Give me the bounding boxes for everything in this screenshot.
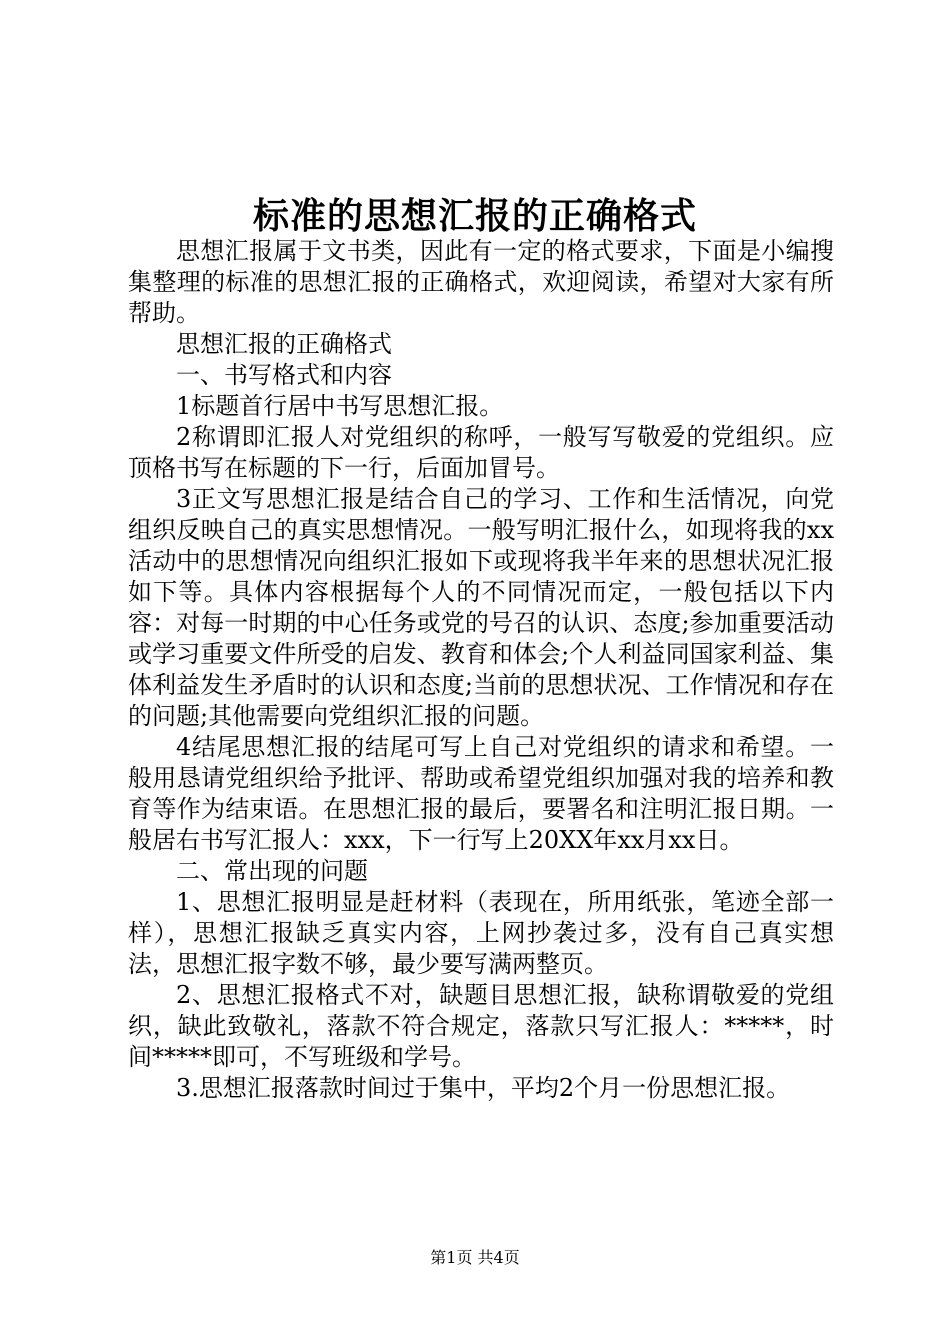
paragraph-problem-2: 2、思想汇报格式不对，缺题目思想汇报，缺称谓敬爱的党组织，缺此致敬礼，落款不符合规定，落款只写汇报人：*****，时间*****即可，不写班级和学号。 <box>128 981 834 1071</box>
paragraph-intro: 思想汇报属于文书类，因此有一定的格式要求，下面是小编搜集整理的标准的思想汇报的正确格式，欢迎阅读，希望对大家有所帮助。 <box>128 237 834 327</box>
paragraph-item-2: 2称谓即汇报人对党组织的称呼，一般写写敬爱的党组织。应顶格书写在标题的下一行，后面加冒号。 <box>128 423 834 482</box>
paragraph-item-1: 1标题首行居中书写思想汇报。 <box>176 392 504 420</box>
paragraph-problem-3: 3.思想汇报落款时间过于集中，平均2个月一份思想汇报。 <box>176 1074 791 1102</box>
paragraph-problem-1: 1、思想汇报明显是赶材料（表现在，所用纸张，笔迹全部一样），思想汇报缺乏真实内容，上网抄袭过多，没有自己真实想法，思想汇报字数不够，最少要写满两整页。 <box>128 888 834 978</box>
page-title: 标准的思想汇报的正确格式 <box>252 195 697 237</box>
paragraph-heading-format: 思想汇报的正确格式 <box>176 330 392 358</box>
page-footer: 第1页 共4页 <box>430 1248 520 1267</box>
section-heading-1: 一、书写格式和内容 <box>176 361 392 389</box>
paragraph-item-4: 4结尾思想汇报的结尾可写上自己对党组织的请求和希望。一般用恳请党组织给予批评、帮助或希望党组织加强对我的培养和教育等作为结束语。在思想汇报的最后，要署名和注明汇报日期。一般居右书写汇报人：xxx，下一行写上20XX年xx月xx日。 <box>128 733 834 854</box>
section-heading-2: 二、常出现的问题 <box>176 857 368 885</box>
document-body <box>128 236 834 1104</box>
paragraph-item-3: 3正文写思想汇报是结合自己的学习、工作和生活情况，向党组织反映自己的真实思想情况。一般写明汇报什么，如现将我的xx活动中的思想情况向组织汇报如下或现将我半年来的思想状况汇报如下等。具体内容根据每个人的不同情况而定，一般包括以下内容：对每一时期的中心任务或党的号召的认识、态度;参加重要活动或学习重要文件所受的启发、教育和体会;个人利益同国家利益、集体利益发生矛盾时的认识和态度;当前的思想状况、工作情况和存在的问题;其他需要向党组织汇报的问题。 <box>128 485 834 730</box>
